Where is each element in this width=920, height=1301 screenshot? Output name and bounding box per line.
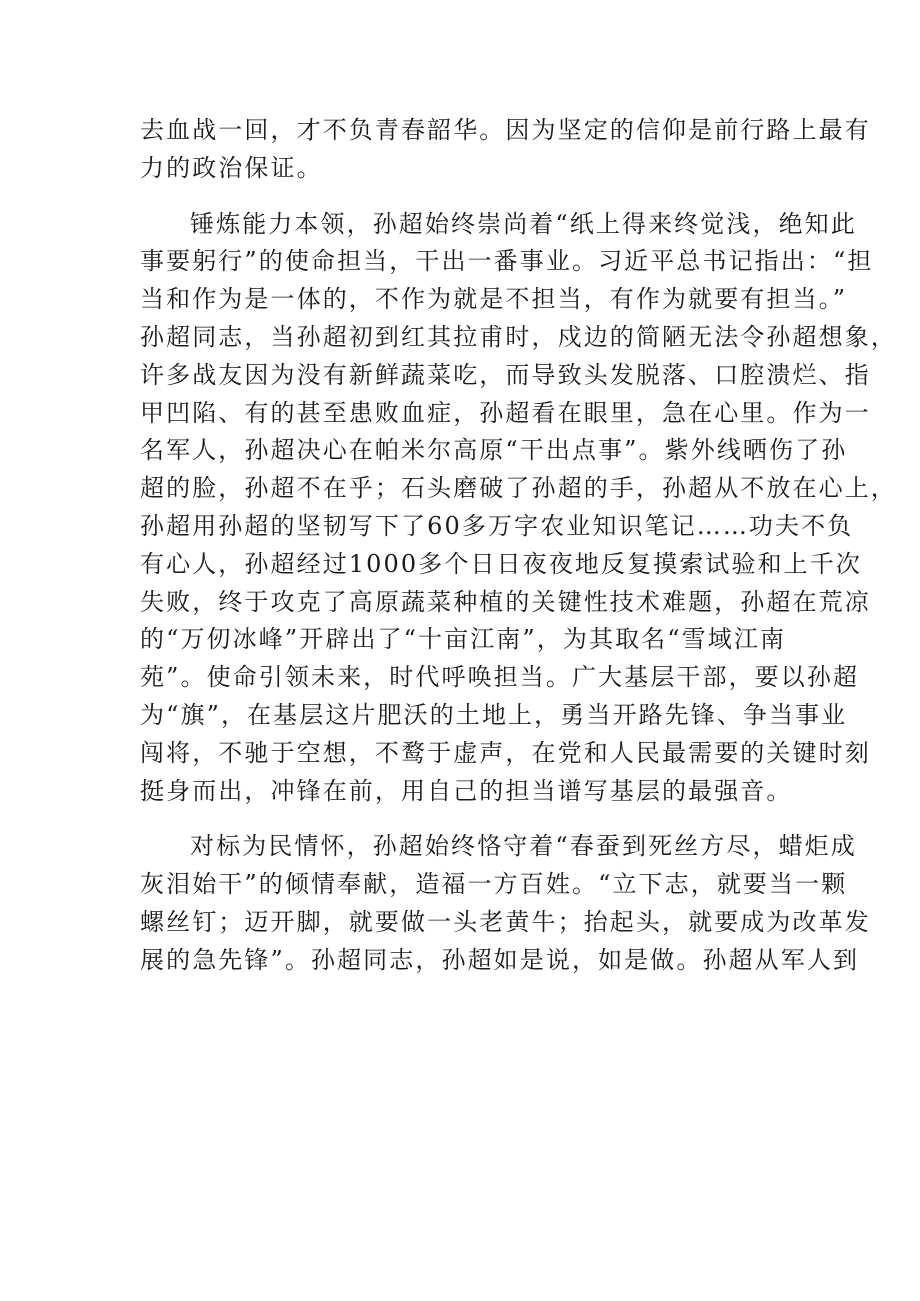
text-line: 甲凹陷、有的甚至患败血症，孙超看在眼里，急在心里。作为一 bbox=[140, 398, 871, 427]
text-line: 有心人，孙超经过1000多个日日夜夜地反复摸索试验和上千次 bbox=[140, 549, 862, 578]
text-line: 去血战一回，才不负青春韶华。因为坚定的信仰是前行路上最有 bbox=[140, 116, 871, 144]
text-line: 超的脸，孙超不在乎；石头磨破了孙超的手，孙超从不放在心上， bbox=[140, 474, 897, 503]
text-line: 苑”。使命引领未来，时代呼唤担当。广大基层干部，要以孙超 bbox=[140, 663, 860, 692]
text-line: 力的政治保证。 bbox=[140, 153, 323, 182]
text-line: 孙超同志，当孙超初到红其拉甫时，戍边的简陋无法令孙超想象， bbox=[140, 322, 897, 351]
text-line: 螺丝钉；迈开脚，就要做一头老黄牛；抬起头，就要成为改革发 bbox=[140, 907, 871, 936]
text-line: 的“万仞冰峰”开辟出了“十亩江南”，为其取名“雪域江南 bbox=[140, 625, 787, 654]
document-body bbox=[140, 112, 897, 980]
text-line: 当和作为是一体的，不作为就是不担当，有作为就要有担当。” bbox=[140, 285, 848, 314]
text-line: 闯将，不驰于空想，不鹜于虚声，在党和人民最需要的关键时刻 bbox=[140, 738, 871, 767]
text-line: 名军人，孙超决心在帕米尔高原“干出点事”。紫外线晒伤了孙 bbox=[140, 436, 848, 465]
text-line: 锤炼能力本领，孙超始终崇尚着“纸上得来终觉浅，绝知此 bbox=[190, 209, 857, 238]
text-line: 挺身而出，冲锋在前，用自己的担当谱写基层的最强音。 bbox=[140, 776, 793, 805]
text-line: 孙超用孙超的坚韧写下了60多万字农业知识笔记……功夫不负 bbox=[140, 511, 854, 540]
text-line: 展的急先锋”。孙超同志，孙超如是说，如是做。孙超从军人到 bbox=[140, 945, 860, 974]
paragraph-1 bbox=[140, 112, 871, 188]
paragraph-3 bbox=[140, 828, 871, 979]
text-line: 许多战友因为没有新鲜蔬菜吃，而导致头发脱落、口腔溃烂、指 bbox=[140, 360, 871, 389]
text-line: 灰泪始干”的倾情奉献，造福一方百姓。“立下志，就要当一颗 bbox=[140, 870, 848, 899]
text-line: 失败，终于攻克了高原蔬菜种植的关键性技术难题，孙超在荒凉 bbox=[140, 587, 871, 616]
text-line: 事要躬行”的使命担当，干出一番事业。习近平总书记指出：“担 bbox=[140, 247, 874, 276]
text-line: 对标为民情怀，孙超始终恪守着“春蚕到死丝方尽，蜡炬成 bbox=[190, 832, 857, 861]
paragraph-2 bbox=[140, 206, 897, 811]
text-line: 为“旗”，在基层这片肥沃的土地上，勇当开路先锋、争当事业 bbox=[140, 700, 848, 729]
